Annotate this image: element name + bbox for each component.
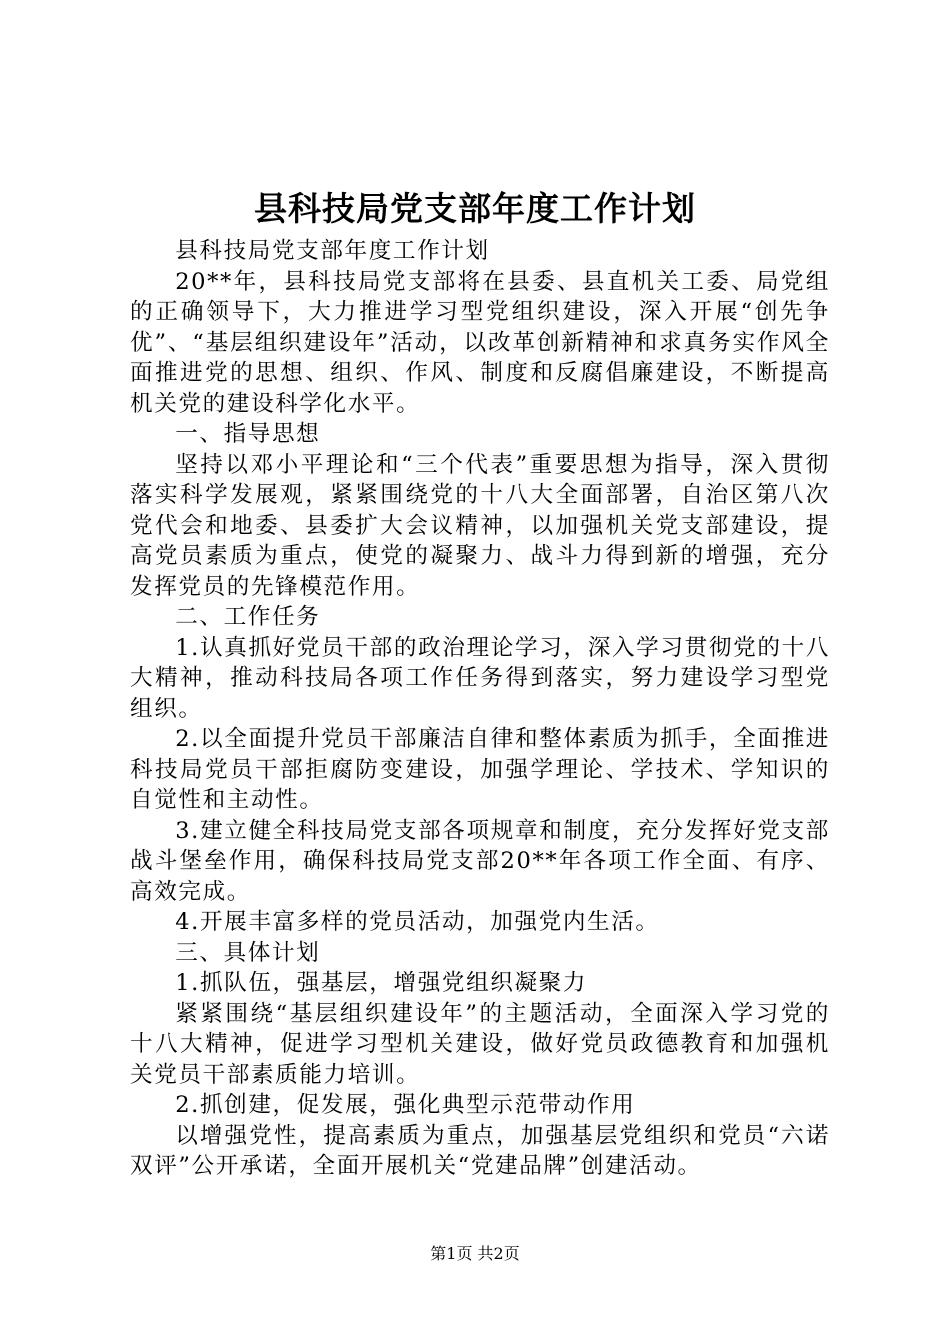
paragraph-intro: 20**年，县科技局党支部将在县委、县直机关工委、局党组的正确领导下，大力推进学习型党组织建设，深入开展“创先争优”、“基层组织建设年”活动，以改革创新精神和求真务实作风全面推进党的思想、组织、作风、制度和反腐倡廉建设，不断提高机关党的建设科学化水平。 — [130, 268, 830, 417]
document-title: 县科技局党支部年度工作计划 — [254, 189, 696, 228]
paragraph-task-3: 3.建立健全科技局党支部各项规章和制度，充分发挥好党支部战斗堡垒作用，确保科技局党支部20**年各项工作全面、有序、高效完成。 — [130, 817, 830, 905]
subheading-plan-2: 2.抓创建，促发展，强化典型示范带动作用 — [175, 1092, 636, 1118]
paragraph-plan-1: 紧紧围绕“基层组织建设年”的主题活动，全面深入学习党的十八大精神，促进学习型机关建设，做好党员政德教育和加强机关党员干部素质能力培训。 — [130, 1000, 830, 1088]
paragraph-task-2: 2.以全面提升党员干部廉洁自律和整体素质为抓手，全面推进科技局党员干部拒腐防变建设，加强学理论、学技术、学知识的自觉性和主动性。 — [130, 726, 830, 813]
section-heading-work-tasks: 二、工作任务 — [175, 604, 321, 630]
section-heading-guiding-ideology: 一、指导思想 — [175, 421, 321, 447]
paragraph-guiding-ideology: 坚持以邓小平理论和“三个代表”重要思想为指导，深入贯彻落实科学发展观，紧紧围绕党的十八大全面部署，自治区第八次党代会和地委、县委扩大会议精神，以加强机关党支部建设，提高党员素质为重点，使党的凝聚力、战斗力得到新的增强，充分发挥党员的先锋模范作用。 — [130, 451, 830, 600]
document-body — [130, 236, 830, 1182]
section-heading-specific-plan: 三、具体计划 — [175, 939, 321, 966]
paragraph-heading-repeat: 县科技局党支部年度工作计划 — [175, 238, 490, 264]
subheading-plan-1: 1.抓队伍，强基层，增强党组织凝聚力 — [175, 970, 588, 996]
paragraph-plan-2: 以增强党性，提高素质为重点，加强基层党组织和党员“六诺双评”公开承诺，全面开展机关“党建品牌”创建活动。 — [130, 1122, 830, 1179]
paragraph-task-1: 1.认真抓好党员干部的政治理论学习，深入学习贯彻党的十八大精神，推动科技局各项工作任务得到落实，努力建设学习型党组织。 — [130, 634, 830, 722]
page-number-footer: 第1页 共2页 — [430, 1244, 520, 1263]
paragraph-task-4: 4.开展丰富多样的党员活动，加强党内生活。 — [175, 909, 660, 935]
